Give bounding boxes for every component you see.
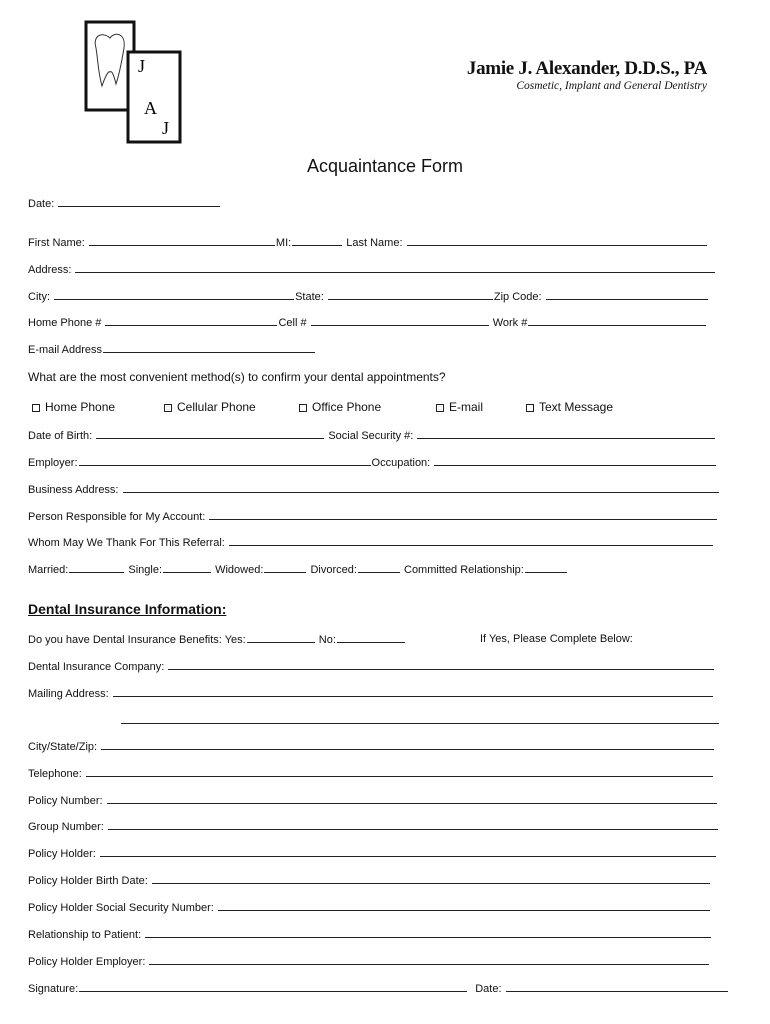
group-number-field[interactable] — [108, 820, 718, 830]
form-title: Acquaintance Form — [306, 156, 464, 176]
option-text-message[interactable] — [526, 400, 613, 414]
signature-row — [28, 982, 729, 995]
checkbox-icon[interactable] — [32, 404, 40, 412]
holder-ssn-label: Policy Holder Social Security Number: — [28, 902, 214, 914]
practice-subtitle: Cosmetic, Implant and General Dentistry — [516, 80, 707, 92]
mailing-label: Mailing Address: — [28, 688, 109, 700]
policy-number-label: Policy Number: — [28, 795, 103, 807]
policy-number-field[interactable] — [107, 794, 717, 804]
married-label: Married: — [28, 564, 69, 576]
benefits-no-field[interactable] — [337, 633, 405, 643]
first-name-field[interactable] — [89, 236, 275, 246]
address-label: Address: — [28, 264, 72, 276]
home-phone-field[interactable] — [105, 316, 277, 326]
confirm-question: What are the most convenient method(s) to confirm your dental appointments? — [28, 370, 446, 384]
marital-row — [28, 563, 568, 576]
logo-letter-j2: J — [162, 118, 170, 138]
policy-holder-field[interactable] — [100, 847, 716, 857]
option-label: E-mail — [449, 400, 484, 414]
city-field[interactable] — [54, 290, 294, 300]
business-address-label: Business Address: — [28, 484, 119, 496]
option-email[interactable] — [436, 400, 483, 414]
benefits-yes-field[interactable] — [247, 633, 315, 643]
employer-label: Employer: — [28, 457, 78, 469]
widowed-field[interactable] — [264, 563, 306, 573]
holder-employer-field[interactable] — [149, 955, 709, 965]
city-state-zip-row — [28, 740, 715, 753]
state-label: State: — [295, 291, 324, 303]
email-label: E-mail Address — [28, 344, 102, 356]
divorced-label: Divorced: — [310, 564, 357, 576]
cell-field[interactable] — [311, 316, 489, 326]
signature-label: Signature: — [28, 983, 79, 995]
group-number-row — [28, 820, 719, 833]
referral-row — [28, 536, 714, 549]
last-name-label: Last Name: — [346, 237, 403, 249]
company-row — [28, 660, 715, 673]
married-field[interactable] — [69, 563, 124, 573]
logo-letter-a: A — [144, 98, 157, 118]
checkbox-icon[interactable] — [164, 404, 172, 412]
checkbox-icon[interactable] — [526, 404, 534, 412]
policy-holder-label: Policy Holder: — [28, 848, 96, 860]
single-label: Single: — [128, 564, 163, 576]
relationship-field[interactable] — [145, 928, 711, 938]
mailing-row-2 — [120, 714, 720, 727]
first-name-label: First Name: — [28, 237, 85, 249]
telephone-field[interactable] — [86, 767, 713, 777]
checkbox-icon[interactable] — [299, 404, 307, 412]
company-field[interactable] — [168, 660, 714, 670]
group-number-label: Group Number: — [28, 821, 104, 833]
signature-field[interactable] — [79, 982, 467, 992]
date-row — [28, 197, 221, 210]
business-address-field[interactable] — [123, 483, 719, 493]
option-cellular-phone[interactable] — [164, 400, 256, 414]
city-row — [28, 290, 709, 303]
occupation-field[interactable] — [434, 456, 716, 466]
phone-row — [28, 316, 707, 329]
ssn-field[interactable] — [417, 429, 715, 439]
telephone-row — [28, 767, 714, 780]
responsible-field[interactable] — [209, 510, 717, 520]
responsible-row — [28, 510, 718, 523]
city-label: City: — [28, 291, 50, 303]
checkbox-icon[interactable] — [436, 404, 444, 412]
address-field[interactable] — [75, 263, 715, 273]
option-label: Office Phone — [312, 400, 382, 414]
zip-field[interactable] — [546, 290, 708, 300]
address-row — [28, 263, 716, 276]
mailing-field[interactable] — [113, 687, 713, 697]
policy-holder-row — [28, 847, 717, 860]
name-row — [28, 236, 708, 249]
work-field[interactable] — [528, 316, 706, 326]
logo-letter-j1: J — [138, 56, 146, 76]
signature-date-field[interactable] — [506, 982, 728, 992]
email-row — [28, 343, 316, 356]
mi-field[interactable] — [292, 236, 342, 246]
business-address-row — [28, 483, 720, 496]
zip-label: Zip Code: — [493, 291, 542, 303]
date-label: Date: — [28, 198, 55, 210]
practice-name: Jamie J. Alexander, D.D.S., PA — [466, 58, 707, 79]
single-field[interactable] — [163, 563, 211, 573]
policy-number-row — [28, 794, 718, 807]
mailing-row — [28, 687, 714, 700]
company-label: Dental Insurance Company: — [28, 661, 165, 673]
email-field[interactable] — [103, 343, 315, 353]
relationship-row — [28, 928, 712, 941]
date-field[interactable] — [58, 197, 220, 207]
option-label: Home Phone — [45, 400, 116, 414]
mi-label: MI: — [275, 237, 292, 249]
holder-ssn-field[interactable] — [218, 901, 710, 911]
work-label: Work # — [492, 317, 528, 329]
occupation-label: Occupation: — [371, 457, 431, 469]
dob-field[interactable] — [96, 429, 324, 439]
cell-label: Cell # — [278, 317, 307, 329]
relationship-label: Relationship to Patient: — [28, 929, 142, 941]
responsible-label: Person Responsible for My Account: — [28, 511, 206, 523]
employer-field[interactable] — [79, 456, 371, 466]
ssn-label: Social Security #: — [328, 430, 414, 442]
city-state-zip-field[interactable] — [101, 740, 714, 750]
benefits-no-label: No: — [318, 634, 336, 646]
holder-employer-label: Policy Holder Employer: — [28, 956, 146, 968]
committed-label: Committed Relationship: — [404, 564, 524, 576]
holder-birth-row — [28, 874, 711, 887]
state-field[interactable] — [328, 290, 493, 300]
holder-birth-field[interactable] — [152, 874, 710, 884]
home-phone-label: Home Phone # — [28, 317, 102, 329]
benefits-yes-label: Do you have Dental Insurance Benefits: Yes: — [28, 634, 246, 646]
if-yes-note: If Yes, Please Complete Below: — [480, 633, 633, 645]
referral-field[interactable] — [229, 536, 713, 546]
employer-row — [28, 456, 717, 469]
signature-date-label: Date: — [475, 983, 502, 995]
option-office-phone[interactable] — [299, 400, 381, 414]
widowed-label: Widowed: — [215, 564, 264, 576]
holder-ssn-row — [28, 901, 711, 914]
divorced-field[interactable] — [358, 563, 400, 573]
option-home-phone[interactable] — [32, 400, 115, 414]
option-label: Text Message — [539, 400, 614, 414]
holder-birth-label: Policy Holder Birth Date: — [28, 875, 148, 887]
city-state-zip-label: City/State/Zip: — [28, 741, 98, 753]
benefits-row — [28, 633, 406, 646]
dob-row — [28, 429, 716, 442]
committed-field[interactable] — [525, 563, 567, 573]
insurance-heading: Dental Insurance Information: — [28, 601, 227, 617]
option-label: Cellular Phone — [177, 400, 256, 414]
telephone-label: Telephone: — [28, 768, 82, 780]
holder-employer-row — [28, 955, 710, 968]
referral-label: Whom May We Thank For This Referral: — [28, 537, 225, 549]
dob-label: Date of Birth: — [28, 430, 93, 442]
mailing-field-2[interactable] — [121, 714, 719, 724]
last-name-field[interactable] — [407, 236, 707, 246]
